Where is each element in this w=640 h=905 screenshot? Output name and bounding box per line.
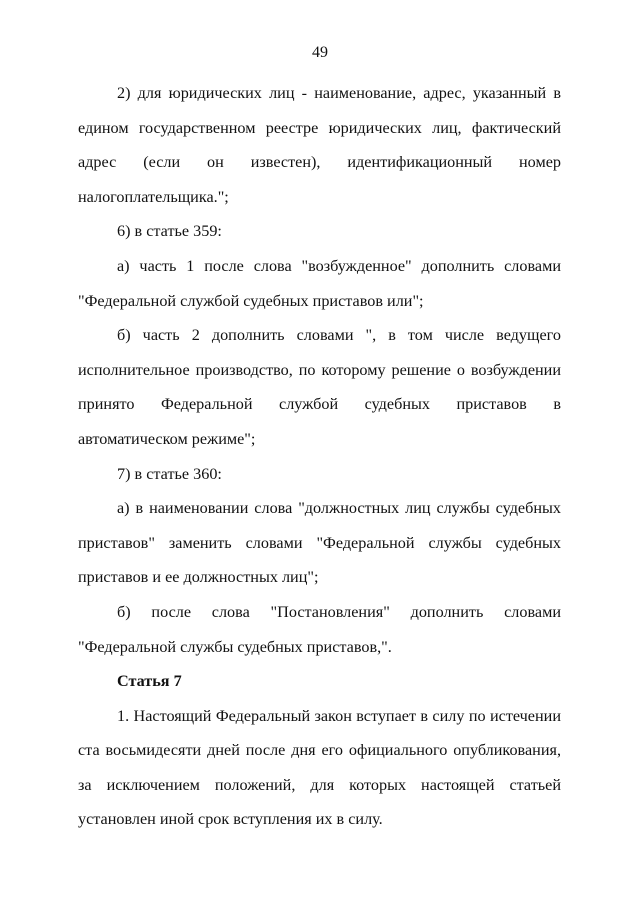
paragraph-359-part-1: а) часть 1 после слова "возбужденное" дополнить словами "Федеральной службой судебных приставов или";	[78, 256, 561, 310]
page-number: 49	[312, 44, 328, 61]
paragraph-article-7-text: 1. Настоящий Федеральный закон вступает в силу по истечении ста восьмидесяти дней после дня его официального опубликования, за исключением положений, для которых настоящей статьей установлен иной срок вступления их в силу.	[78, 706, 561, 829]
article-heading: Статья 7	[117, 672, 182, 691]
paragraph-359-part-2: б) часть 2 дополнить словами ", в том числе ведущего исполнительное производство, по которому решение о возбуждении принято Федеральной службой судебных приставов в автоматическом режиме";	[78, 326, 561, 448]
paragraph-article-360: 7) в статье 360:	[117, 464, 222, 483]
paragraph-article-359: 6) в статье 359:	[117, 222, 222, 241]
paragraph-360-title: а) в наименовании слова "должностных лиц службы судебных приставов" заменить словами "Федеральной службы судебных приставов и ее должностных лиц";	[78, 499, 561, 587]
paragraph-360-resolution: б) после слова "Постановления" дополнить словами "Федеральной службы судебных приставов,".	[78, 602, 561, 656]
document-body	[78, 76, 561, 837]
paragraph-legal-entities: 2) для юридических лиц - наименование, адрес, указанный в едином государственном реестре юридических лиц, фактический адрес (если он известен), идентификационный номер налогоплательщика.";	[78, 84, 561, 206]
